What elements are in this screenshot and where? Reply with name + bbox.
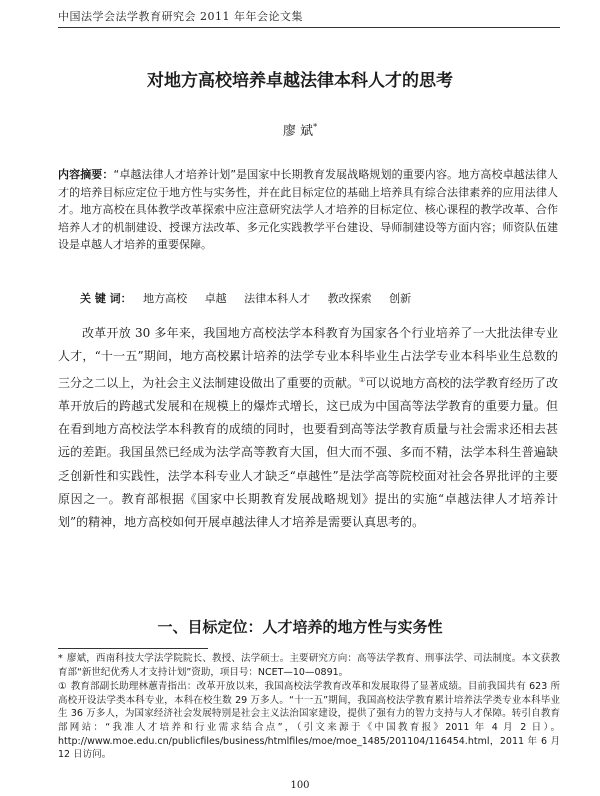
keyword: 卓越	[204, 292, 227, 305]
keyword: 法律本科人才	[244, 292, 311, 305]
author-footnote-mark: *	[313, 122, 318, 132]
keywords-label: 关 键 词：	[80, 292, 132, 305]
keyword: 教改探索	[327, 292, 372, 305]
running-head: 中国法学会法学教育研究会 2011 年年会论文集	[58, 10, 303, 23]
author-name: 廖 斌	[282, 124, 314, 139]
body-text-part-1: 改革开放 30 多年来，我国地方高校法学本科教育为国家各个行业培养了一大批法律专业人才，“十一五”期间，地方高校累计培养的法学专业本科毕业生占法学专业本科毕业生总数的三分之二以上，为社会主义法制建设做出了重要的贡献。	[58, 326, 558, 390]
footnote-mark: ①	[58, 681, 67, 693]
footnote	[58, 652, 560, 679]
section-heading: 一、目标定位：人才培养的地方性与实务性	[157, 618, 443, 636]
footnotes	[58, 652, 560, 763]
abstract	[58, 166, 558, 254]
keyword: 创新	[389, 292, 412, 305]
abstract-text: “卓越法律人才培养计划”是国家中长期教育发展战略规划的重要内容。地方高校卓越法律人才的培养目标应定位于地方性与实务性，并在此目标定位的基础上培养具有综合法律素养的应用法律人才。地方高校在具体教学改革探索中应注意研究法学人才培养的目标定位、核心课程的教学改革、合作培养人才的机制建设、授课方法改革、多元化实践教学平台建设、导师制建设等方面内容；师资队伍建设是卓越人才培养的重要保障。	[58, 168, 558, 252]
author	[0, 120, 600, 139]
footnote-mark: *	[58, 653, 63, 664]
page-number: 100	[290, 780, 310, 791]
footnote-text: 廖斌，西南科技大学法学院院长、教授、法学硕士。主要研究方向：高等法学教育、刑事法学、司法制度。本文获教育部“新世纪优秀人才支持计划”资助，项目号：NCET—10—0891。	[58, 653, 560, 678]
body-text-part-2: 可以说地方高校的法学教育经历了改革开放后的跨越式发展和在规模上的爆炸式增长，这已成为中国高等法学教育的重要力量。但在看到地方高校法学本科教育的成绩的同时，也要看到高等法学教育质量与社会需求还相去甚远的差距。我国虽然已经成为法学高等教育大国，但大而不强、多而不精，法学本科生普遍缺乏创新性和实践性，法学本科专业人才缺乏“卓越性”是法学高等院校面对社会各界批评的主要原因之一。教育部根据《国家中长期教育发展战略规划》提出的实施“卓越法律人才培养计划”的精神，地方高校如何开展卓越法律人才培养是需要认真思考的。	[58, 375, 558, 530]
keywords	[80, 290, 560, 306]
header-rule	[58, 27, 560, 28]
abstract-label: 内容摘要：	[58, 168, 114, 181]
footnote-rule	[58, 648, 208, 649]
footnote-text: 教育部副长助理林蕙青指出：改革开放以来，我国高校法学教育改革和发展取得了显著成绩。目前我国共有 623 所高校开设法学类本科专业，本科在校生数 29 万多人。“十一五”期间，我国高校法学教育累计培养法学类专业本科毕业生 36 万多人，为国家经济社会发展特别是社会主义法治国家建设，提供了强有力的智力支持与人才保障。转引自教育部网站：“我准人才培养和行业需求结合点”，（引文来源于《中国教育报》2011 年 4 月 2 日）。http://www.moe.edu.cn/publicfiles/business/htmlfiles/moe/moe_1485/201104/116454.html，2011 年 6 月 12 日访问。	[58, 681, 560, 761]
keyword: 地方高校	[143, 292, 188, 305]
footnote-reference: ①	[359, 375, 366, 384]
footnote	[58, 680, 560, 762]
paper-title: 对地方高校培养卓越法律本科人才的思考	[147, 71, 453, 91]
body-paragraph	[58, 322, 558, 535]
